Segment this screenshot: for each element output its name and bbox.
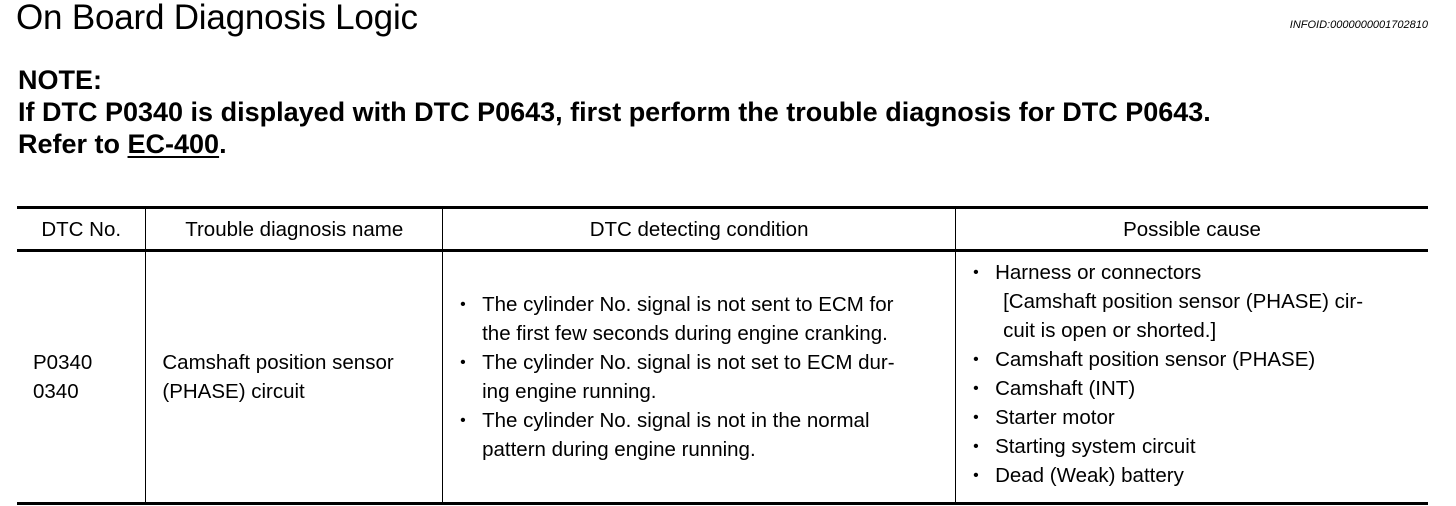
list-item [968, 258, 1428, 345]
diagnosis-name-line: (PHASE) circuit [162, 380, 305, 403]
ec-400-link[interactable]: EC-400 [127, 129, 220, 159]
condition-line: • The cylinder No. signal is not sent to ECM for [482, 293, 894, 316]
column-header-possible-cause: Possible cause [956, 208, 1428, 251]
note-block [18, 64, 1211, 160]
note-label: NOTE: [18, 65, 102, 95]
list-item [968, 461, 1428, 490]
condition-line: • The cylinder No. signal is not set to ECM dur- [482, 351, 895, 374]
trouble-diagnosis-name-cell [146, 251, 443, 504]
cause-line: • Starter motor [995, 406, 1115, 429]
cause-line: • Camshaft position sensor (PHASE) [995, 348, 1316, 371]
note-line-2 [18, 128, 1211, 160]
page-title: On Board Diagnosis Logic [16, 0, 418, 37]
info-id: INFOID:0000000001702810 [1289, 19, 1428, 31]
cause-detail-line: cuit is open or shorted.] [1003, 319, 1217, 342]
list-item [455, 290, 949, 348]
table-row [17, 251, 1428, 504]
possible-cause-cell [956, 251, 1428, 504]
cause-detail-line: [Camshaft position sensor (PHASE) cir- [1003, 290, 1364, 313]
dtc-number-cell [17, 251, 146, 504]
condition-line: • The cylinder No. signal is not in the normal [482, 409, 870, 432]
list-item [968, 432, 1428, 461]
note-refer-prefix: Refer to [18, 129, 128, 159]
cause-list [968, 258, 1428, 490]
table-header-row [17, 208, 1428, 251]
column-header-dtc-no: DTC No. [17, 208, 146, 251]
column-header-trouble-diagnosis-name: Trouble diagnosis name [146, 208, 443, 251]
diagnosis-name-line: Camshaft position sensor [162, 351, 394, 374]
list-item [968, 374, 1428, 403]
condition-line: ing engine running. [482, 380, 657, 403]
cause-line: • Camshaft (INT) [995, 377, 1136, 400]
dtc-code: P0340 [33, 351, 93, 374]
condition-line: the first few seconds during engine cranking. [482, 322, 888, 345]
list-item [968, 403, 1428, 432]
list-item [968, 345, 1428, 374]
cause-line: • Dead (Weak) battery [995, 464, 1184, 487]
list-item [455, 348, 949, 406]
note-refer-suffix: . [219, 129, 227, 159]
note-line-1: If DTC P0340 is displayed with DTC P0643, first perform the trouble diagnosis for DTC P0643. [18, 97, 1211, 127]
condition-line: pattern during engine running. [482, 438, 756, 461]
dtc-code: 0340 [33, 380, 79, 403]
cause-line: • Harness or connectors [995, 261, 1202, 284]
dtc-detecting-condition-cell [443, 251, 956, 504]
column-header-dtc-detecting-condition: DTC detecting condition [443, 208, 956, 251]
cause-line: • Starting system circuit [995, 435, 1196, 458]
list-item [455, 406, 949, 464]
diagnosis-table [17, 206, 1428, 505]
condition-list [455, 290, 949, 464]
